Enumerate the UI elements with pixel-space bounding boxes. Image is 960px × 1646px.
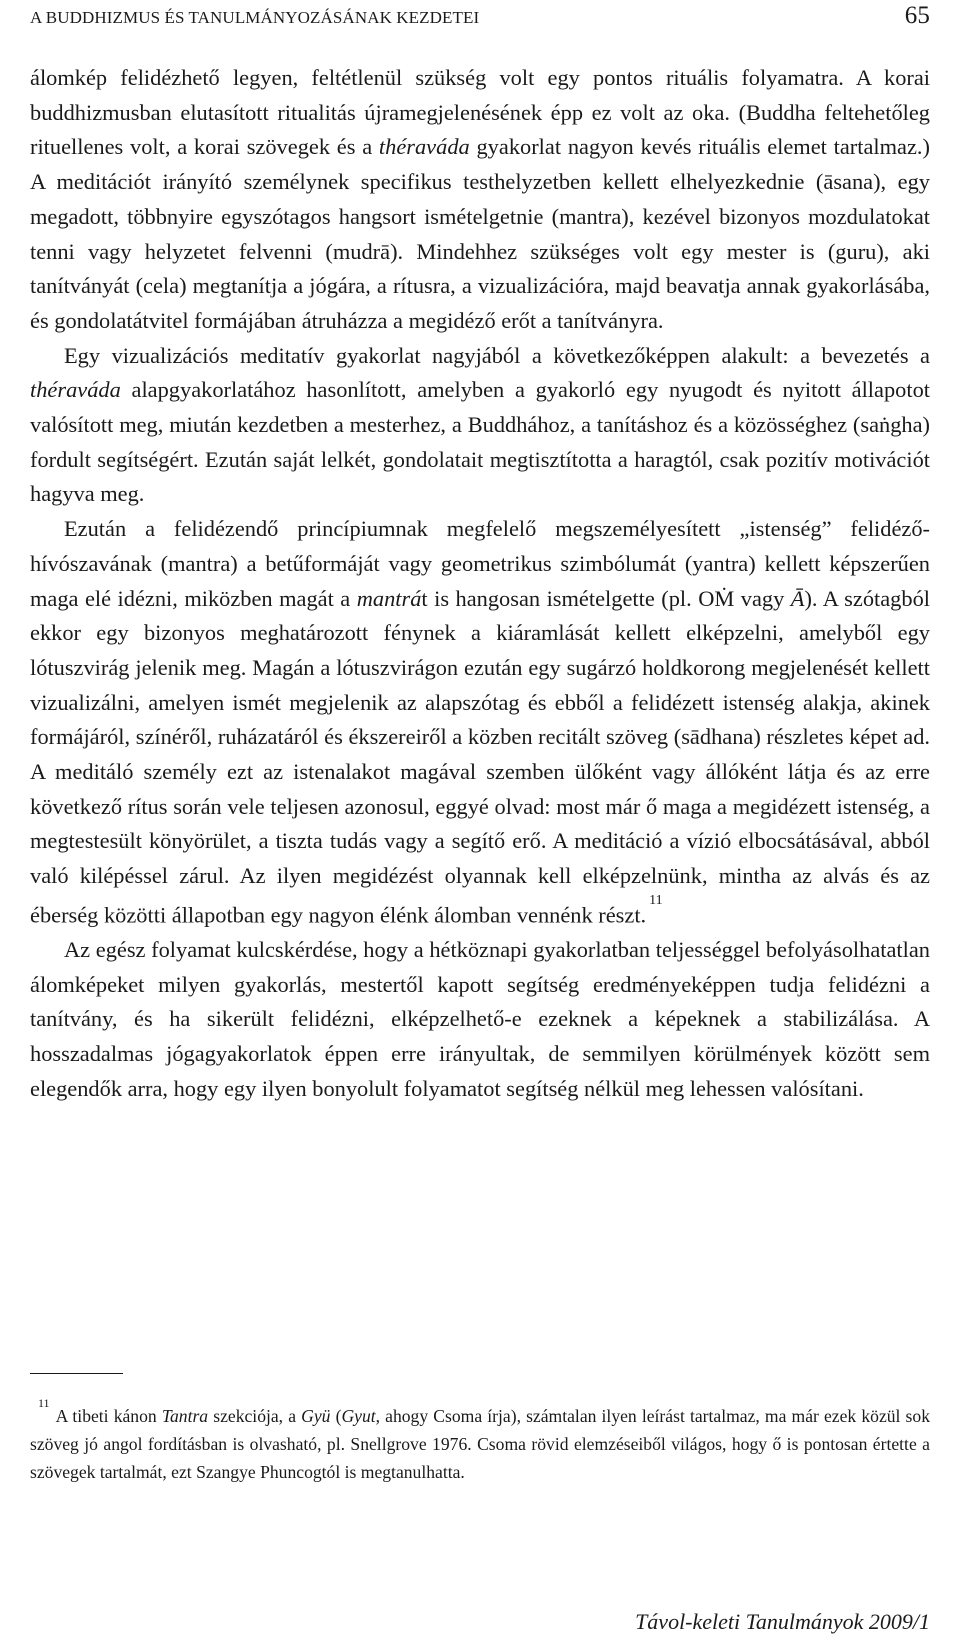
text-run: , ahogy Csoma írja), számtalan ilyen leírást tartalmaz, ma már ezek közül sok szöveg jó angol fordításban is olvasható, pl. Snellgrove 1976. Csoma rövid elemzéseiből világos, hogy ő is pontosan értette a szövegek tartalmát, ezt Szangye Phuncogtól is megtanulhatta. bbox=[30, 1405, 930, 1482]
syllable-om: OṀ bbox=[698, 585, 735, 611]
italic-term: Tantra bbox=[161, 1405, 209, 1426]
italic-term: théraváda bbox=[30, 377, 121, 403]
text-run: Egy vizualizációs meditatív gyakorlat nagyjából a következőképpen alakult: a bevezetés a bbox=[64, 342, 930, 368]
paragraph-1 bbox=[30, 61, 930, 339]
text-run: Ezután a felidézendő princípiumnak megfelelő megszemélyesített „istenség” felidéző-hívószavának (mantra) a betűformáját vagy geometrikus szimbólumát (yantra) kellett képszerűen maga elé idézni, miközben magát a bbox=[30, 516, 930, 611]
italic-term: Gyü bbox=[301, 1405, 331, 1426]
italic-term: Gyut bbox=[341, 1405, 376, 1426]
italic-term: mantrá bbox=[356, 585, 422, 611]
text-run: vagy bbox=[734, 585, 791, 611]
text-run: alapgyakorlatához hasonlított, amelyben a gyakorló egy nyugodt és nyitott állapotot valósított meg, miután kezdetben a mesterhez, a Buddhához, a tanításhoz és a közösséghez (saṅgha) fordult segítségért. Ezután saját lelkét, gondolatait megtisztította a haragtól, csak pozitív motivációt hagyva meg. bbox=[30, 377, 930, 507]
syllable-a: Ā bbox=[790, 585, 805, 611]
footnote bbox=[30, 1397, 930, 1486]
text-run: álomkép felidézhető legyen, feltétlenül szükség volt egy pontos rituális folyamatra. A korai buddhizmusban elutasított ritualitás újramegjelenésének épp ez volt az oka. (Buddha feltehetőleg rituellenes volt, a korai szövegek és a bbox=[30, 65, 930, 160]
text-run: t is hangosan ismételgette (pl. bbox=[421, 585, 699, 611]
text-run: szekciója, a bbox=[208, 1405, 302, 1426]
paragraph-4 bbox=[30, 933, 930, 1107]
italic-term: théraváda bbox=[378, 134, 470, 160]
text-run: ). A szótagból ekkor egy bizonyos meghatározott fénynek a kiáramlását kellett elképzelni, amelyből egy lótuszvirág jelenik meg. Magán a lótuszvirágon ezután egy sugárzó holdkorong megjelenését kellett vizualizálni, amelyen ismét megjelenik az alapszótag és ebből a felidézett istenség alakja, akinek formájáról, színéről, ruházatáról és ékszereiről a közben recitált szöveg (sādhana) részletes képet ad. A meditáló személy ezt az istenalakot magával szemben ülőként vagy állóként látja és az erre következő rítus során vele teljesen azonosul, eggyé olvad: most már ő maga a megidézett istenség, a megtestesült könyörület, a tiszta tudás vagy a segítő erő. A meditáció a vízió elbocsátásával, abból való kilépéssel zárul. Az ilyen megidézést olyannak kell elképzelnünk, mintha az alvás és az éberség közötti állapotban egy nagyon élénk álomban vennénk részt. bbox=[30, 585, 930, 928]
footnote-marker: 11 bbox=[38, 1396, 50, 1410]
footnote-reference[interactable]: 11 bbox=[649, 892, 663, 908]
text-run: ( bbox=[330, 1405, 342, 1426]
page-number: 65 bbox=[904, 2, 930, 29]
paragraph-3 bbox=[30, 512, 930, 933]
text-run: gyakorlat nagyon kevés rituális elemet tartalmaz.) A meditációt irányító személynek specifikus testhelyzetben kellett elhelyezkednie (āsana), egy megadott, többnyire egyszótagos hangsort ismételgetnie (mantra), kezével bizonyos mozdulatokat tenni vagy helyzetet felvenni (mudrā). Mindehhez szükséges volt egy mester is (guru), aki tanítványát (cela) megtanítja a jógára, a rítusra, a vizualizációra, majd beavatja annak gyakorlásába, és gondolatátvitel formájában átruházza a megidéző erőt a tanítványra. bbox=[30, 134, 930, 333]
running-title: A BUDDHIZMUS ÉS TANULMÁNYOZÁSÁNAK KEZDETEI bbox=[30, 8, 480, 27]
paragraph-2 bbox=[30, 339, 930, 513]
journal-footer: Távol-keleti Tanulmányok 2009/1 bbox=[635, 1609, 930, 1634]
text-run: A tibeti kánon bbox=[55, 1405, 162, 1426]
text-run: Az egész folyamat kulcskérdése, hogy a hétköznapi gyakorlatban teljességgel befolyásolhatatlan álomképeket milyen gyakorlás, mestertől kapott segítség eredményeképpen tudja felidézni a tanítvány, és ha sikerült felidézni, elképzelhető-e ezeknek a képeknek a stabilizálása. A hosszadalmas jógagyakorlatok éppen erre irányultak, de semmilyen körülmények között sem elegendők arra, hogy egy ilyen bonyolult folyamatot segítség nélkül meg lehessen valósítani. bbox=[30, 937, 930, 1101]
body-text bbox=[30, 61, 930, 1107]
footnote-divider bbox=[30, 1373, 123, 1374]
running-header bbox=[30, 2, 930, 38]
